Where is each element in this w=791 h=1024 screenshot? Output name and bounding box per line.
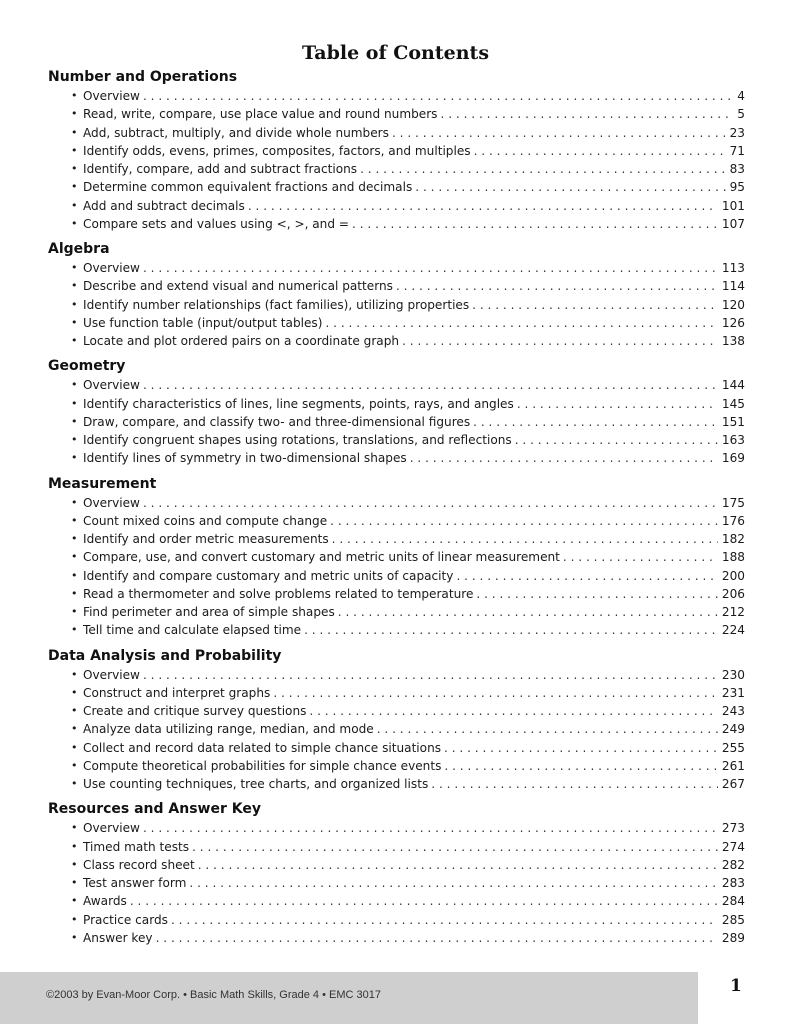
- bullet-icon: •: [71, 107, 78, 121]
- entry-title: Identify congruent shapes using rotations, translations, and reflections: [83, 431, 515, 449]
- dot-leader: [474, 142, 726, 160]
- toc-entry: [48, 124, 745, 142]
- entry-page-number: 212: [721, 605, 745, 619]
- bullet-icon: •: [71, 495, 78, 509]
- bullet-icon: •: [71, 704, 78, 717]
- dot-leader: [476, 585, 718, 603]
- entry-title: Compute theoretical probabilities for simple chance events: [83, 757, 444, 775]
- entry-title: Class record sheet: [83, 856, 198, 874]
- entry-page-number: 206: [721, 586, 745, 601]
- dot-leader: [143, 376, 718, 394]
- dot-leader: [563, 548, 718, 566]
- section-title: Resources and Answer Key: [48, 801, 261, 818]
- footer-bar: [0, 972, 698, 1024]
- entry-title: Add and subtract decimals: [83, 197, 248, 215]
- bullet-icon: •: [71, 334, 78, 347]
- dot-leader: [396, 277, 718, 295]
- entry-title: Overview: [83, 666, 143, 684]
- dot-leader: [444, 739, 718, 757]
- dot-leader: [410, 449, 718, 467]
- entry-title: Read a thermometer and solve problems related to temperature: [83, 585, 476, 603]
- entry-page-number: 274: [721, 839, 745, 854]
- bullet-icon: •: [71, 180, 78, 194]
- entry-title: Draw, compare, and classify two- and three-dimensional figures: [83, 413, 473, 431]
- toc-entry: [48, 911, 745, 929]
- toc-entry: [48, 259, 745, 277]
- toc-entry: [48, 277, 745, 295]
- bullet-icon: •: [71, 623, 78, 637]
- section-title: Algebra: [48, 241, 110, 257]
- dot-leader: [304, 621, 718, 639]
- toc-entry: [48, 449, 745, 467]
- entry-title: Add, subtract, multiply, and divide whole numbers: [83, 124, 392, 142]
- entry-page-number: 188: [721, 550, 745, 565]
- bullet-icon: •: [71, 930, 78, 944]
- entry-title: Collect and record data related to simple chance situations: [83, 739, 444, 757]
- dot-leader: [330, 512, 718, 530]
- dot-leader: [402, 332, 718, 350]
- bullet-icon: •: [71, 162, 78, 175]
- entry-title: Overview: [83, 819, 143, 837]
- toc-entry: [48, 548, 745, 566]
- entry-page-number: 284: [721, 894, 745, 909]
- entry-page-number: 182: [721, 532, 745, 546]
- entry-page-number: 261: [721, 758, 745, 773]
- entry-page-number: 285: [721, 912, 745, 927]
- bullet-icon: •: [71, 378, 78, 392]
- entry-title: Identify lines of symmetry in two-dimensional shapes: [83, 449, 410, 467]
- toc-entry: [48, 105, 745, 123]
- entry-title: Use function table (input/output tables): [83, 314, 325, 332]
- toc-section: [48, 356, 745, 467]
- bullet-icon: •: [71, 261, 78, 274]
- dot-leader: [192, 838, 718, 856]
- dot-leader: [143, 87, 733, 105]
- bullet-icon: •: [71, 143, 78, 157]
- bullet-icon: •: [71, 568, 78, 582]
- dot-leader: [517, 395, 718, 413]
- dot-leader: [332, 530, 718, 548]
- dot-leader: [338, 603, 718, 621]
- bullet-icon: •: [71, 550, 78, 564]
- entry-title: Overview: [83, 259, 143, 277]
- entry-title: Answer key: [83, 929, 156, 947]
- bullet-icon: •: [71, 685, 78, 699]
- entry-page-number: 120: [721, 297, 745, 312]
- dot-leader: [189, 874, 718, 892]
- bullet-icon: •: [71, 89, 78, 102]
- toc-entry: [48, 142, 745, 160]
- bullet-icon: •: [71, 586, 78, 600]
- toc-entry: [48, 197, 745, 215]
- toc-entry: [48, 314, 745, 332]
- toc-entry: [48, 413, 745, 431]
- entry-title: Use counting techniques, tree charts, and organized lists: [83, 775, 431, 793]
- toc-entry: [48, 87, 745, 105]
- entry-page-number: 163: [721, 433, 745, 447]
- dot-leader: [309, 702, 717, 720]
- toc-section: [48, 67, 745, 233]
- entry-title: Awards: [83, 892, 130, 910]
- toc-entry: [48, 603, 745, 621]
- toc-entry: [48, 431, 745, 449]
- dot-leader: [456, 567, 717, 585]
- dot-leader: [392, 124, 726, 142]
- entry-page-number: 107: [721, 216, 745, 231]
- bullet-icon: •: [71, 667, 78, 681]
- entry-title: Identify and compare customary and metric units of capacity: [83, 567, 456, 585]
- entry-page-number: 273: [721, 821, 745, 836]
- toc-entry: [48, 929, 745, 947]
- dot-leader: [377, 720, 718, 738]
- toc-section: [48, 474, 745, 640]
- entry-page-number: 231: [721, 685, 745, 700]
- entry-page-number: 267: [721, 777, 745, 791]
- bullet-icon: •: [71, 279, 78, 293]
- dot-leader: [473, 413, 718, 431]
- entry-page-number: 113: [721, 261, 745, 275]
- toc-entry: [48, 838, 745, 856]
- toc-entry: [48, 215, 745, 233]
- toc-entry: [48, 775, 745, 793]
- dot-leader: [273, 684, 718, 702]
- entry-title: Identify and order metric measurements: [83, 530, 332, 548]
- entry-title: Practice cards: [83, 911, 171, 929]
- toc-entry: [48, 621, 745, 639]
- dot-leader: [143, 819, 718, 837]
- entry-page-number: 83: [729, 162, 745, 176]
- entry-page-number: 145: [721, 396, 745, 411]
- toc-entry: [48, 585, 745, 603]
- toc-section: [48, 799, 745, 947]
- toc-entry: [48, 757, 745, 775]
- entry-page-number: 5: [737, 107, 745, 122]
- toc-entry: [48, 332, 745, 350]
- bullet-icon: •: [71, 125, 78, 139]
- bullet-icon: •: [71, 451, 78, 465]
- entry-title: Overview: [83, 87, 143, 105]
- bullet-icon: •: [71, 216, 78, 230]
- entry-page-number: 255: [721, 740, 745, 755]
- entry-page-number: 249: [721, 722, 745, 737]
- entry-page-number: 151: [721, 414, 745, 429]
- dot-leader: [156, 929, 718, 947]
- toc-entry: [48, 702, 745, 720]
- toc-entry: [48, 512, 745, 530]
- entry-title: Identify number relationships (fact families), utilizing properties: [83, 296, 472, 314]
- dot-leader: [352, 215, 718, 233]
- dot-leader: [171, 911, 718, 929]
- page-title: Table of Contents: [301, 42, 490, 64]
- entry-page-number: 114: [721, 279, 745, 294]
- bullet-icon: •: [71, 198, 78, 212]
- toc-section: [48, 239, 745, 350]
- toc-entry: [48, 530, 745, 548]
- dot-leader: [441, 105, 734, 123]
- entry-page-number: 289: [721, 930, 745, 945]
- bullet-icon: •: [71, 777, 78, 790]
- entry-title: Create and critique survey questions: [83, 702, 309, 720]
- entry-page-number: 282: [721, 857, 745, 872]
- dot-leader: [515, 431, 718, 449]
- entry-page-number: 4: [737, 89, 745, 103]
- dot-leader: [198, 856, 718, 874]
- entry-title: Identify odds, evens, primes, composites, factors, and multiples: [83, 142, 474, 160]
- entry-title: Tell time and calculate elapsed time: [83, 621, 304, 639]
- entry-page-number: 138: [721, 334, 745, 348]
- dot-leader: [444, 757, 718, 775]
- bullet-icon: •: [71, 722, 78, 736]
- entry-title: Read, write, compare, use place value and round numbers: [83, 105, 441, 123]
- bullet-icon: •: [71, 532, 78, 545]
- bullet-icon: •: [71, 414, 78, 428]
- toc-entry: [48, 376, 745, 394]
- section-title: Data Analysis and Probability: [48, 647, 282, 664]
- entry-page-number: 283: [721, 876, 745, 890]
- toc-entry: [48, 567, 745, 585]
- dot-leader: [143, 259, 718, 277]
- entry-title: Overview: [83, 376, 143, 394]
- entry-page-number: 126: [721, 315, 745, 330]
- entry-page-number: 23: [729, 125, 745, 140]
- toc-entry: [48, 684, 745, 702]
- toc-entry: [48, 874, 745, 892]
- entry-title: Compare sets and values using <, >, and =: [83, 215, 352, 233]
- dot-leader: [431, 775, 718, 793]
- dot-leader: [143, 494, 718, 512]
- toc-entry: [48, 856, 745, 874]
- bullet-icon: •: [71, 297, 78, 311]
- bullet-icon: •: [71, 605, 78, 618]
- page-number: 1: [730, 976, 742, 996]
- dot-leader: [325, 314, 717, 332]
- entry-title: Identify, compare, add and subtract fractions: [83, 160, 360, 178]
- entry-title: Determine common equivalent fractions and decimals: [83, 178, 415, 196]
- bullet-icon: •: [71, 912, 78, 926]
- bullet-icon: •: [71, 315, 78, 329]
- entry-title: Test answer form: [83, 874, 189, 892]
- entry-title: Count mixed coins and compute change: [83, 512, 330, 530]
- toc-section: [48, 646, 745, 794]
- entry-title: Overview: [83, 494, 143, 512]
- bullet-icon: •: [71, 876, 78, 889]
- toc-entry: [48, 739, 745, 757]
- entry-page-number: 243: [721, 704, 745, 718]
- entry-title: Analyze data utilizing range, median, and mode: [83, 720, 377, 738]
- entry-page-number: 169: [721, 451, 745, 466]
- bullet-icon: •: [71, 821, 78, 835]
- entry-title: Construct and interpret graphs: [83, 684, 273, 702]
- entry-title: Describe and extend visual and numerical patterns: [83, 277, 396, 295]
- toc-entry: [48, 892, 745, 910]
- section-title: Measurement: [48, 475, 157, 492]
- entry-title: Locate and plot ordered pairs on a coordinate graph: [83, 332, 402, 350]
- dot-leader: [130, 892, 718, 910]
- dot-leader: [143, 666, 718, 684]
- toc-entry: [48, 666, 745, 684]
- dot-leader: [472, 296, 718, 314]
- entry-page-number: 175: [721, 495, 745, 510]
- bullet-icon: •: [71, 740, 78, 754]
- table-of-contents: [48, 67, 745, 950]
- section-title: Geometry: [48, 358, 126, 375]
- bullet-icon: •: [71, 513, 78, 527]
- bullet-icon: •: [71, 758, 78, 772]
- entry-page-number: 230: [721, 667, 745, 682]
- toc-entry: [48, 160, 745, 178]
- toc-entry: [48, 178, 745, 196]
- toc-entry: [48, 819, 745, 837]
- entry-title: Timed math tests: [83, 838, 192, 856]
- entry-page-number: 71: [729, 143, 745, 158]
- toc-entry: [48, 720, 745, 738]
- section-title: Number and Operations: [48, 69, 238, 85]
- toc-entry: [48, 395, 745, 413]
- entry-page-number: 176: [721, 513, 745, 528]
- entry-title: Compare, use, and convert customary and metric units of linear measurement: [83, 548, 563, 566]
- bullet-icon: •: [71, 839, 78, 853]
- entry-title: Identify characteristics of lines, line segments, points, rays, and angles: [83, 395, 517, 413]
- bullet-icon: •: [71, 894, 78, 908]
- entry-page-number: 224: [721, 623, 745, 638]
- entry-title: Find perimeter and area of simple shapes: [83, 603, 338, 621]
- bullet-icon: •: [71, 857, 78, 871]
- dot-leader: [248, 197, 718, 215]
- bullet-icon: •: [71, 396, 78, 410]
- toc-entry: [48, 494, 745, 512]
- entry-page-number: 144: [721, 378, 745, 393]
- bullet-icon: •: [71, 433, 78, 446]
- entry-page-number: 200: [721, 568, 745, 583]
- copyright-text: ©2003 by Evan-Moor Corp. • Basic Math Skills, Grade 4 • EMC 3017: [46, 989, 381, 1001]
- entry-page-number: 101: [721, 198, 745, 213]
- dot-leader: [360, 160, 726, 178]
- dot-leader: [415, 178, 725, 196]
- toc-entry: [48, 296, 745, 314]
- entry-page-number: 95: [729, 180, 745, 195]
